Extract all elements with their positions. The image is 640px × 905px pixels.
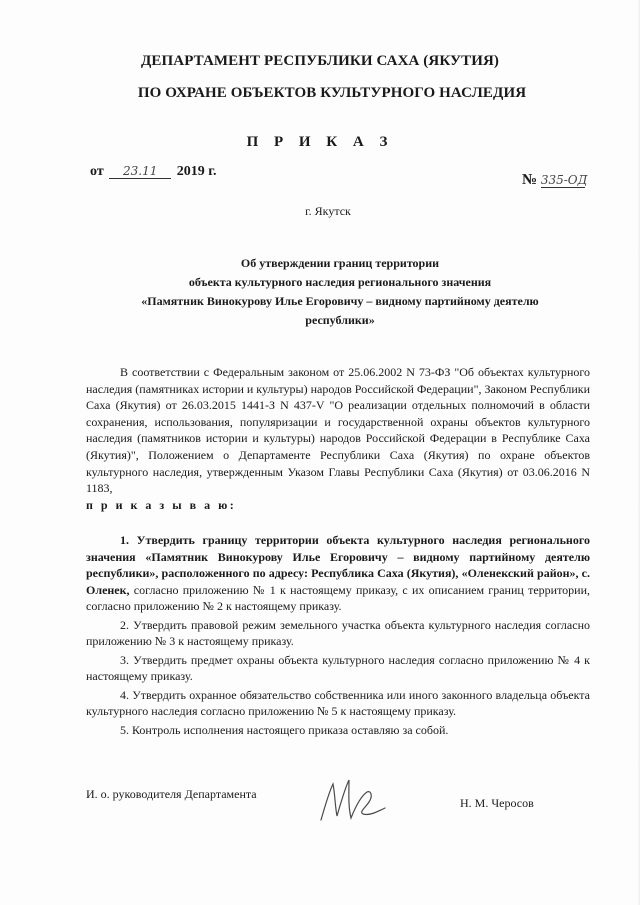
date-prefix: от <box>90 164 104 179</box>
department-title-line1: ДЕПАРТАМЕНТ РЕСПУБЛИКИ САХА (ЯКУТИЯ) <box>140 53 500 69</box>
signatory-name: Н. М. Черосов <box>460 796 534 810</box>
order-item-1 <box>86 532 590 615</box>
preamble <box>86 364 590 513</box>
order-item-1-bold: 1. Утвердить границу территории объекта культурного наследия регионального значения «Памятник Винокурову Илье Егоровичу – видному партийному деятелю республики», расположенного по адресу: Республика Саха (Якутия), «Оленекский район», с. Оленек, <box>86 533 590 597</box>
department-title-line2: ПО ОХРАНЕ ОБЪЕКТОВ КУЛЬТУРНОГО НАСЛЕДИЯ <box>137 85 527 101</box>
subject-line: «Памятник Винокурову Илье Егоровичу – видному партийному деятелю <box>141 294 539 308</box>
order-number <box>522 172 588 189</box>
city: г. Якутск <box>305 204 351 218</box>
order-item-2: 2. Утвердить правовой режим земельного участка объекта культурного наследия согласно приложению № 3 к настоящему приказу. <box>86 617 590 649</box>
order-item-5: 5. Контроль исполнения настоящего приказа оставляю за собой. <box>120 722 449 737</box>
subject-line: объекта культурного наследия регионального значения <box>188 275 492 289</box>
order-item-3: 3. Утвердить предмет охраны объекта культурного наследия согласно приложению № 4 к настоящему приказу. <box>86 652 590 684</box>
number-handwritten: 335-ОД <box>540 173 588 187</box>
order-item-4: 4. Утвердить охранное обязательство собственника или иного законного владельца объекта культурного наследия согласно приложению № 5 к настоящему приказу. <box>86 687 590 719</box>
order-subject <box>100 254 580 330</box>
handwritten-signature <box>315 772 390 828</box>
number-prefix: № <box>522 172 538 188</box>
order-date <box>90 164 216 180</box>
order-title: П Р И К А З <box>246 134 394 150</box>
subject-line: Об утверждении границ территории <box>240 256 440 270</box>
date-handwritten: 23.11 <box>109 164 171 179</box>
subject-line: республики» <box>305 313 375 327</box>
order-word: п р и к а з ы в а ю: <box>86 497 237 512</box>
order-item-1-rest: согласно приложению № 1 к настоящему приказу, с их описанием границ территории, согласно приложению № 2 к настоящему приказу. <box>86 582 590 614</box>
preamble-text: В соответствии с Федеральным законом от 25.06.2002 N 73-ФЗ "Об объектах культурного наследия (памятниках истории и культуры) народов Российской Федерации", Законом Республики Саха (Якутия) от 26.03.2015 1441-З N 437-V "О реализации отдельных полномочий в области сохранения, использования, популяризации и государственной охраны объектов культурного наследия (памятников истории и культуры) народов Российской Федерации в Республике Саха (Якутия)", Положением о Департаменте Республики Саха (Якутия) по охране объектов культурного наследия, утвержденным Указом Главы Республики Саха (Якутия) от 03.06.2016 N 1183, <box>86 365 591 496</box>
order-items <box>86 532 590 740</box>
signatory-role: И. о. руководителя Департамента <box>86 787 257 801</box>
date-suffix: 2019 г. <box>176 164 217 179</box>
